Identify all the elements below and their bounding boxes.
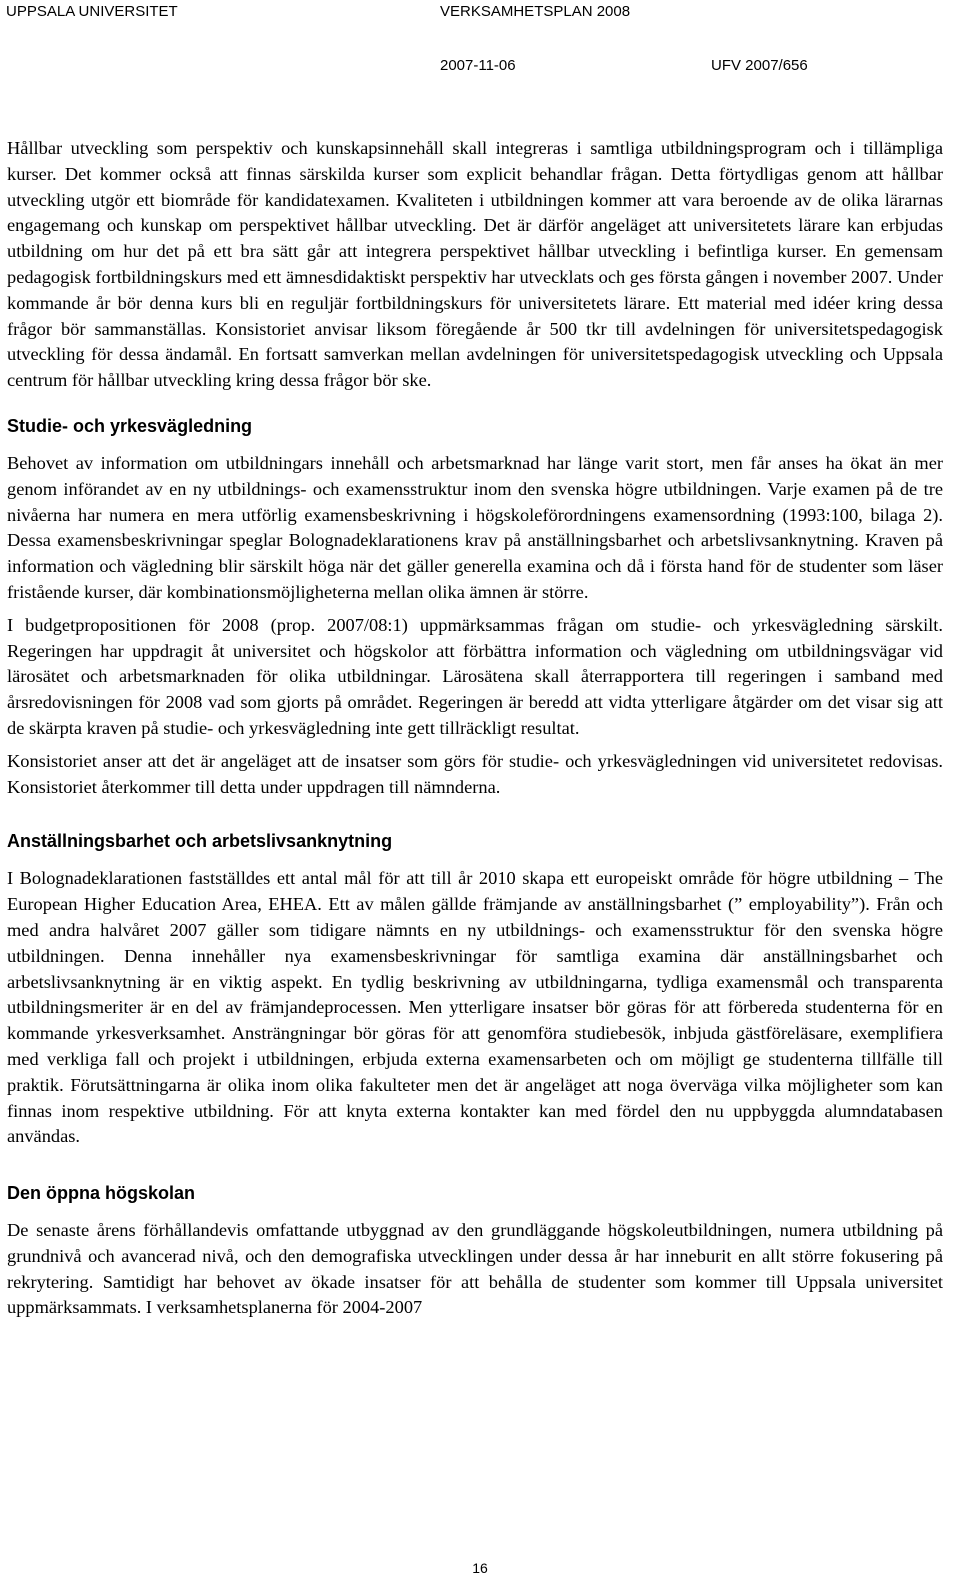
header-reference: UFV 2007/656 [711,57,808,74]
body-paragraph: Behovet av information om utbildningars innehåll och arbetsmarknad har länge varit stort, men får anses ha ökat än mer genom införandet av en ny utbildnings- och examensstruktur inom den svenska högre utbildningen. Varje examen på de tre nivåerna har numera en mera utförlig examensbeskrivning i högskoleförordningens examensordning (1993:100, bilaga 2). Dessa examensbeskrivningar speglar Bolognadeklarationens krav på anställningsbarhet och arbetslivsanknytning. Kraven på information och vägledning blir särskilt höga när det gäller generella examina och då i första hand för de studenter som läser fristående kurser, där kombinationsmöjligheterna mellan olika ämnen är större. [7,452,943,602]
page-header [0,0,960,80]
intro-paragraph: Hållbar utveckling som perspektiv och kunskapsinnehåll skall integreras i samtliga utbildningsprogram och i tillämpliga kurser. Det kommer också att finnas särskilda kurser som explicit behandlar frågan. Detta förtydligas genom att hållbar utveckling utgör ett biområde för kandidatexamen. Kvaliteten i utbildningen kommer att vara beroende av de olika lärarnas engagemang och kunskap om perspektivet hållbar utveckling. Det är därför angeläget att universitetets lärare kan erbjudas utbildning om hur det på ett bra sätt går att integrera perspektivet hållbar utveckling i befintliga kurser. En gemensam pedagogisk fortbildningskurs med ett ämnesdidaktiskt perspektiv har utvecklats och ges första gången i november 2007. Under kommande år bör denna kurs bli en reguljär fortbildningskurs för universitetets lärare. Ett material med idéer kring dessa frågor bör sammanställas. Konsistoriet anvisar liksom föregående år 500 tkr till avdelningen för universitetspedagogisk utveckling för dessa ändamål. En fortsatt samverkan mellan avdelningen för universitetspedagogisk utveckling och Uppsala centrum för hållbar utveckling kring dessa frågor bör ske. [7,138,943,391]
body-paragraph: Konsistoriet anser att det är angeläget att de insatser som görs för studie- och yrkesvägledningen vid universitetet redovisas. Konsistoriet återkommer till detta under uppdragen till nämnderna. [7,750,943,797]
section-heading-den-oppna-hogskolan: Den öppna högskolan [7,1183,196,1204]
header-document-title: VERKSAMHETSPLAN 2008 [440,3,631,20]
section-heading-studie-och-yrkesvagledning: Studie- och yrkesvägledning [7,415,253,436]
section-heading-anstallningsbarhet: Anställningsbarhet och arbetslivsanknytning [7,831,393,852]
body-paragraph: De senaste årens förhållandevis omfattande utbyggnad av den grundläggande högskoleutbildningen, numera utbildning på grundnivå och avancerad nivå, och den demografiska utvecklingen under dessa år har inneburit en allt större fokusering på rekrytering. Samtidigt har behovet av ökade insatser för att behålla de studenter som kommer till Uppsala universitet uppmärksammats. I verksamhetsplanerna för 2004-2007 [7,1220,943,1318]
header-organization: UPPSALA UNIVERSITET [6,3,178,20]
body-paragraph: I budgetpropositionen för 2008 (prop. 2007/08:1) uppmärksammas frågan om studie- och yrkesvägledning särskilt. Regeringen har uppdragit åt universitet och högskolor att förbättra information och vägledning om utbildningsvägar vid lärosätet och arbetsmarknaden för olika utbildningar. Lärosätena skall återrapportera till regeringen i samband med årsredovisningen för 2008 vad som gjorts på området. Regeringen är beredd att vidta ytterligare åtgärder om det visar sig att de skärpta kraven på studie- och yrkesvägledning inte gett tillräckligt resultat. [7,614,943,738]
page-number: 16 [472,1560,488,1576]
header-date: 2007-11-06 [440,57,516,74]
body-paragraph: I Bolognadeklarationen fastställdes ett antal mål för att till år 2010 skapa ett europeiskt område för högre utbildning – The European Higher Education Area, EHEA. Ett av målen gällde främjande av anställningsbarhet (” employability”). Från och med andra halvåret 2007 gäller som tidigare nämnts en ny utbildnings- och examensstruktur för den svenska högre utbildningen. Denna innehåller nya examensbeskrivningar för samtliga examina där anställningsbarhet och arbetslivsanknytning är en viktig aspekt. En tydlig beskrivning av utbildningarna, tydliga examensmål och transparenta utbildningsmeriter är en del av främjandeprocessen. Men ytterligare insatser bör göras för att förbereda studenterna för en kommande yrkesverksamhet. Ansträngningar bör göras för att genomföra studiebesök, inbjuda gästföreläsare, exemplifiera med verkliga fall och projekt i utbildningen, erbjuda externa examensarbeten och om möjligt ge studenterna tillfälle till praktik. Förutsättningarna är olika inom olika fakulteter men det är angeläget att noga överväga vilka möjligheter som kan finnas inom respektive utbildning. För att knyta externa kontakter kan med fördel den nu uppbyggda alumndatabasen användas. [7,868,943,1147]
document-body [7,136,943,1321]
